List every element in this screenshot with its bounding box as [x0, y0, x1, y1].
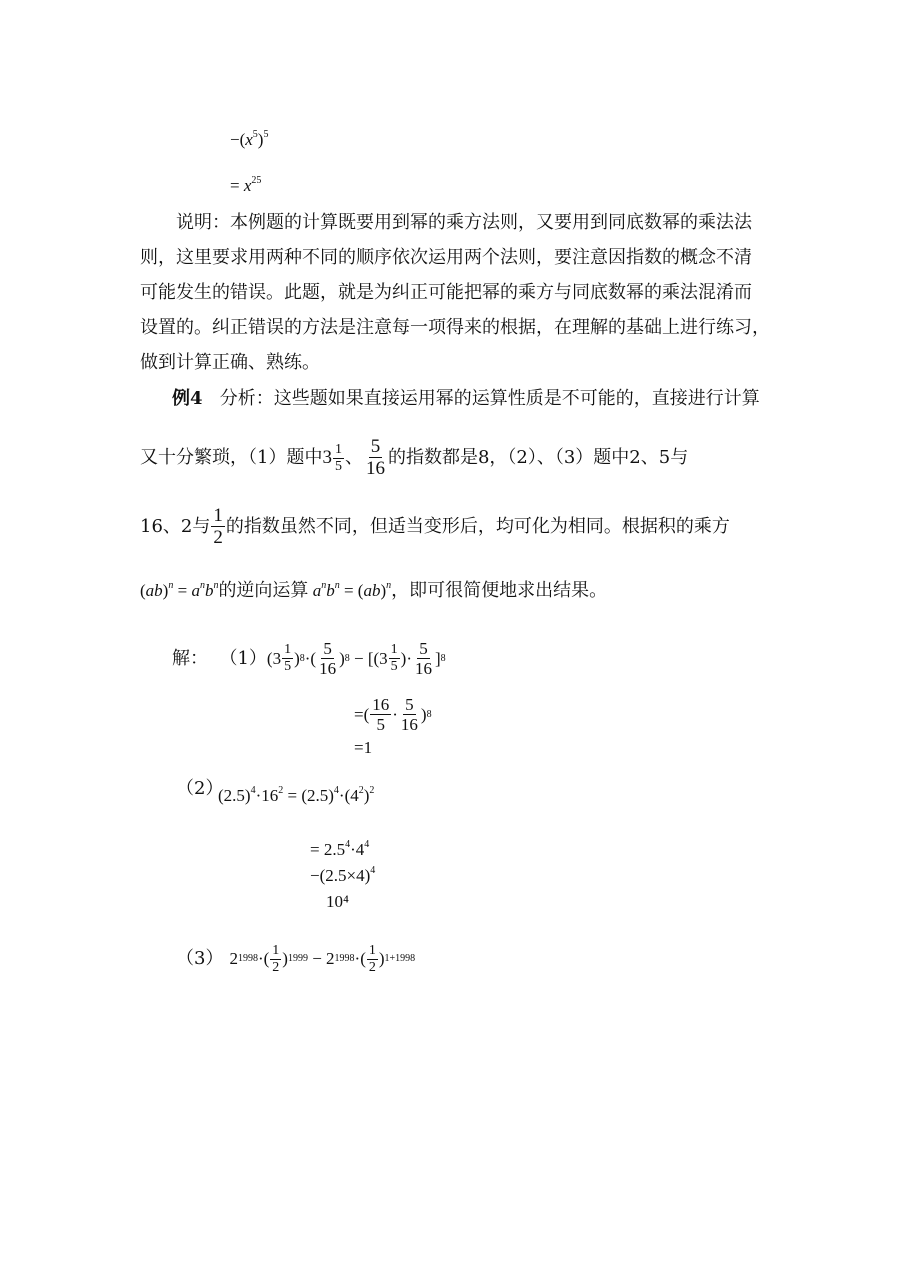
text-segment: ，即可很简便地求出结果。 — [391, 580, 608, 601]
text-segment: 又十分繁琐，（1）题中 — [140, 446, 323, 468]
math-expression-2-step-2: $-(2.5\times 4)^4$ — [310, 865, 376, 885]
math-expression-1-step: =( $\frac{16}{5}$ · $\frac{5}{16}$ ) 8 — [354, 695, 432, 734]
note-line-1: 说明：本例题的计算既要用到幂的乘方法则，又要用到同底数幂的乘法法 — [176, 212, 752, 233]
example-4-line-2 — [140, 437, 688, 478]
math-expression-1-result: =1 — [354, 738, 373, 757]
formula-product-power: $(ab)^n = a^nb^n$ — [140, 580, 219, 600]
part-2-number: （2） — [176, 778, 224, 799]
part-number: （3） — [176, 948, 224, 969]
math-expression-1: (3 $\frac{1}{5}$ ) 8 ·( $\frac{5}{16}$ ) 8 − [(3 $\frac{1}{5}$ )· $\frac{5}{16}$ ] 8 — [266, 639, 446, 678]
example-4-line-3 — [140, 506, 730, 547]
text-segment: 16、2与 — [140, 515, 211, 537]
text-segment: 、 — [344, 446, 363, 468]
example-4-line-1 — [172, 382, 760, 416]
math-expression-2: $(2.5)^4\cdot 16^2 = (2.5)^4\cdot(4^2)^2$ — [218, 785, 375, 805]
example-4-line-4 — [140, 574, 607, 608]
note-line-2: 则，这里要求用两种不同的顺序依次运用两个法则，要注意因指数的概念不清 — [140, 247, 752, 268]
text-segment: 的逆向运算 — [218, 580, 309, 601]
solution-label: 解： — [172, 647, 208, 669]
math-expression-2-step-1: = $2.5^4\cdot 4^4$ — [310, 839, 370, 859]
math-line-power: $-(x^5)^5$ — [230, 129, 269, 149]
mixed-number-3-1-5: 3 $\frac{1}{5}$ — [322, 441, 342, 474]
text-segment: 的指数都是8，（2）、（3）题中2、5与 — [387, 446, 689, 468]
note-line-3: 可能发生的错误。此题，就是为纠正可能把幂的乘方与同底数幂的乘法混淆而 — [140, 282, 752, 303]
fraction-5-16: $\frac{5}{16}$ — [365, 436, 385, 479]
formula-reverse: $a^nb^n = (ab)^n$ — [312, 580, 392, 600]
example-analysis: 分析：这些题如果直接运用幂的运算性质是不可能的，直接进行计算 — [219, 388, 760, 409]
math-expression-2-result: 10⁴ — [326, 892, 349, 911]
note-line-4: 设置的。纠正错误的方法是注意每一项得来的根据，在理解的基础上进行练习， — [140, 317, 770, 338]
text-segment: 的指数虽然不同，但适当变形后，均可化为相同。根据积的乘方 — [225, 515, 730, 537]
solution-part-1 — [172, 640, 446, 677]
example-label: 例4 — [172, 388, 203, 409]
solution-part-3 — [176, 942, 415, 976]
part-number: （1） — [219, 647, 267, 669]
math-expression-3: 2 1998 ·( $\frac{1}{2}$ ) 1999 − 2 1998 ·( $\frac{1}{2}$ ) 1+1998 — [229, 942, 416, 975]
math-line-result: = $x^{25}$ — [230, 175, 262, 195]
fraction-1-2: $\frac{1}{2}$ — [213, 505, 223, 548]
note-line-5: 做到计算正确、熟练。 — [140, 352, 320, 373]
